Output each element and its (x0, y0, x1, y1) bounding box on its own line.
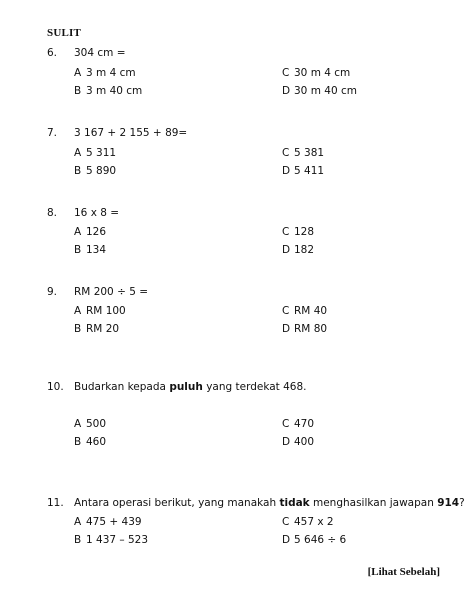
option-letter: C (282, 418, 290, 430)
question-text: Antara operasi berikut, yang manakah tidak menghasilkan jawapan 914? (74, 497, 465, 509)
option-text: 457 x 2 (294, 516, 334, 528)
option-text: 475 + 439 (86, 516, 142, 528)
option-a (74, 516, 142, 528)
option-c (282, 516, 334, 528)
option-letter: A (74, 226, 82, 238)
page-footer: [Lihat Sebelah] (367, 566, 440, 578)
option-text: RM 20 (86, 323, 120, 335)
option-letter: B (74, 534, 82, 546)
option-b (74, 436, 106, 448)
option-d (282, 85, 357, 97)
option-letter: B (74, 244, 82, 256)
option-letter: B (74, 165, 82, 177)
option-letter: C (282, 147, 290, 159)
option-letter: A (74, 418, 82, 430)
question-number: 11. (47, 497, 64, 509)
option-text: 128 (294, 226, 315, 238)
option-text: 182 (294, 244, 315, 256)
option-b (74, 534, 148, 546)
option-c (282, 226, 314, 238)
option-text: 470 (294, 418, 315, 430)
option-a (74, 305, 126, 317)
option-letter: B (74, 85, 82, 97)
option-letter: A (74, 67, 82, 79)
option-text: 5 381 (294, 147, 325, 159)
page-header: SULIT (47, 27, 82, 39)
option-letter: C (282, 516, 290, 528)
option-b (74, 244, 106, 256)
option-letter: A (74, 305, 82, 317)
option-text: 1 437 – 523 (86, 534, 149, 546)
option-letter: C (282, 305, 290, 317)
option-text: 30 m 40 cm (294, 85, 357, 97)
option-letter: D (282, 436, 291, 448)
question-number: 9. (47, 286, 58, 298)
option-text: 5 411 (294, 165, 325, 177)
option-text: 134 (86, 244, 107, 256)
option-text: 460 (86, 436, 107, 448)
option-text: 500 (86, 418, 107, 430)
option-a (74, 147, 116, 159)
option-d (282, 165, 324, 177)
question-text: 304 cm = (74, 47, 126, 59)
option-text: RM 40 (294, 305, 328, 317)
question-text: Budarkan kepada puluh yang terdekat 468. (74, 381, 307, 393)
option-c (282, 147, 324, 159)
question-text: RM 200 ÷ 5 = (74, 286, 149, 298)
option-letter: D (282, 244, 291, 256)
option-a (74, 226, 106, 238)
option-text: 5 890 (86, 165, 117, 177)
option-text: 5 311 (86, 147, 117, 159)
question-number: 6. (47, 47, 58, 59)
option-b (74, 165, 116, 177)
option-c (282, 305, 327, 317)
option-letter: A (74, 147, 82, 159)
option-d (282, 436, 314, 448)
option-text: RM 100 (86, 305, 126, 317)
option-c (282, 418, 314, 430)
option-a (74, 418, 106, 430)
option-text: 400 (294, 436, 315, 448)
option-d (282, 534, 346, 546)
option-letter: D (282, 85, 291, 97)
option-letter: B (74, 436, 82, 448)
option-letter: C (282, 226, 290, 238)
option-text: 5 646 ÷ 6 (294, 534, 347, 546)
option-letter: D (282, 323, 291, 335)
question-text: 16 x 8 = (74, 207, 120, 219)
option-text: RM 80 (294, 323, 328, 335)
option-letter: D (282, 534, 291, 546)
option-text: 126 (86, 226, 107, 238)
option-d (282, 323, 327, 335)
question-text: 3 167 + 2 155 + 89= (74, 127, 188, 139)
option-letter: B (74, 323, 82, 335)
option-text: 30 m 4 cm (294, 67, 351, 79)
option-b (74, 323, 119, 335)
option-letter: D (282, 165, 291, 177)
question-number: 8. (47, 207, 58, 219)
option-text: 3 m 40 cm (86, 85, 143, 97)
option-c (282, 67, 350, 79)
option-letter: A (74, 516, 82, 528)
question-number: 10. (47, 381, 64, 393)
option-text: 3 m 4 cm (86, 67, 136, 79)
option-d (282, 244, 314, 256)
option-a (74, 67, 136, 79)
question-number: 7. (47, 127, 58, 139)
option-letter: C (282, 67, 290, 79)
option-b (74, 85, 142, 97)
